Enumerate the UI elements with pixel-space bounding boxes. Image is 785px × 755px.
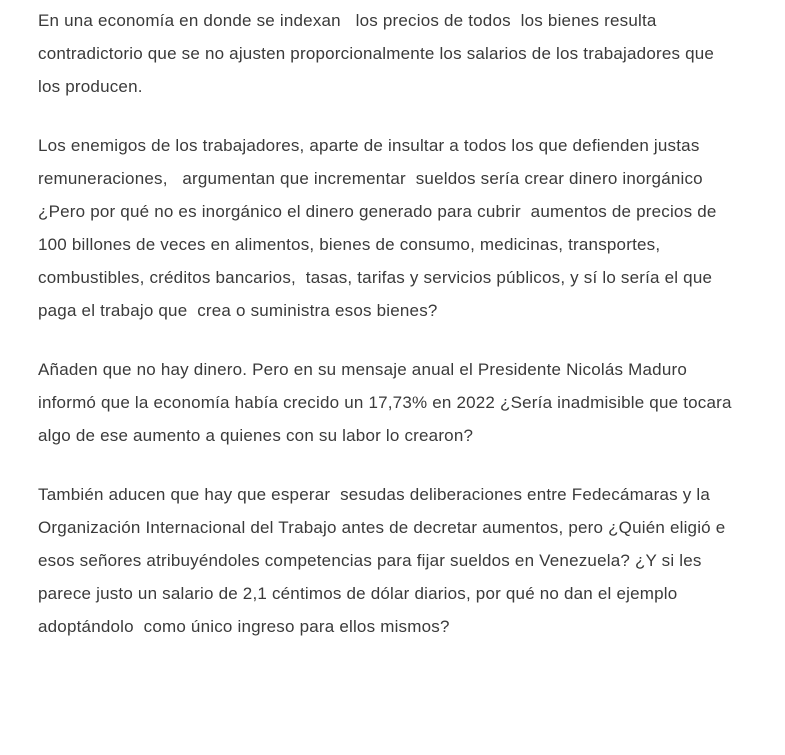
paragraph-no-money: Añaden que no hay dinero. Pero en su mensaje anual el Presidente Nicolás Maduro informó que la economía había crecido un 17,73% en 2022 ¿Sería inadmisible que tocara algo de ese aumento a quienes con su labor lo crearon?: [38, 360, 737, 445]
paragraph-indexed-economy: En una economía en donde se indexan los precios de todos los bienes resulta contradictorio que se no ajusten proporcionalmente los salarios de los trabajadores que los producen.: [38, 11, 720, 96]
paragraph-workers-enemies: Los enemigos de los trabajadores, aparte de insultar a todos los que defienden justas remuneraciones, argumentan que incrementar sueldos sería crear dinero inorgánico ¿Pero por qué no es inorgánico el dinero generado para cubrir aumentos de precios de 100 billones de veces en alimentos, bienes de consumo, medicinas, transportes, combustibles, créditos bancarios, tasas, tarifas y servicios públicos, y sí lo sería el que paga el trabajo que crea o suministra esos bienes?: [38, 136, 722, 320]
paragraph-deliberations: También aducen que hay que esperar sesudas deliberaciones entre Fedecámaras y la Organización Internacional del Trabajo antes de decretar aumentos, pero ¿Quién eligió e esos señores atribuyéndoles competencias para fijar sueldos en Venezuela? ¿Y si les parece justo un salario de 2,1 céntimos de dólar diarios, por qué no dan el ejemplo adoptándolo como único ingreso para ellos mismos?: [38, 485, 731, 636]
